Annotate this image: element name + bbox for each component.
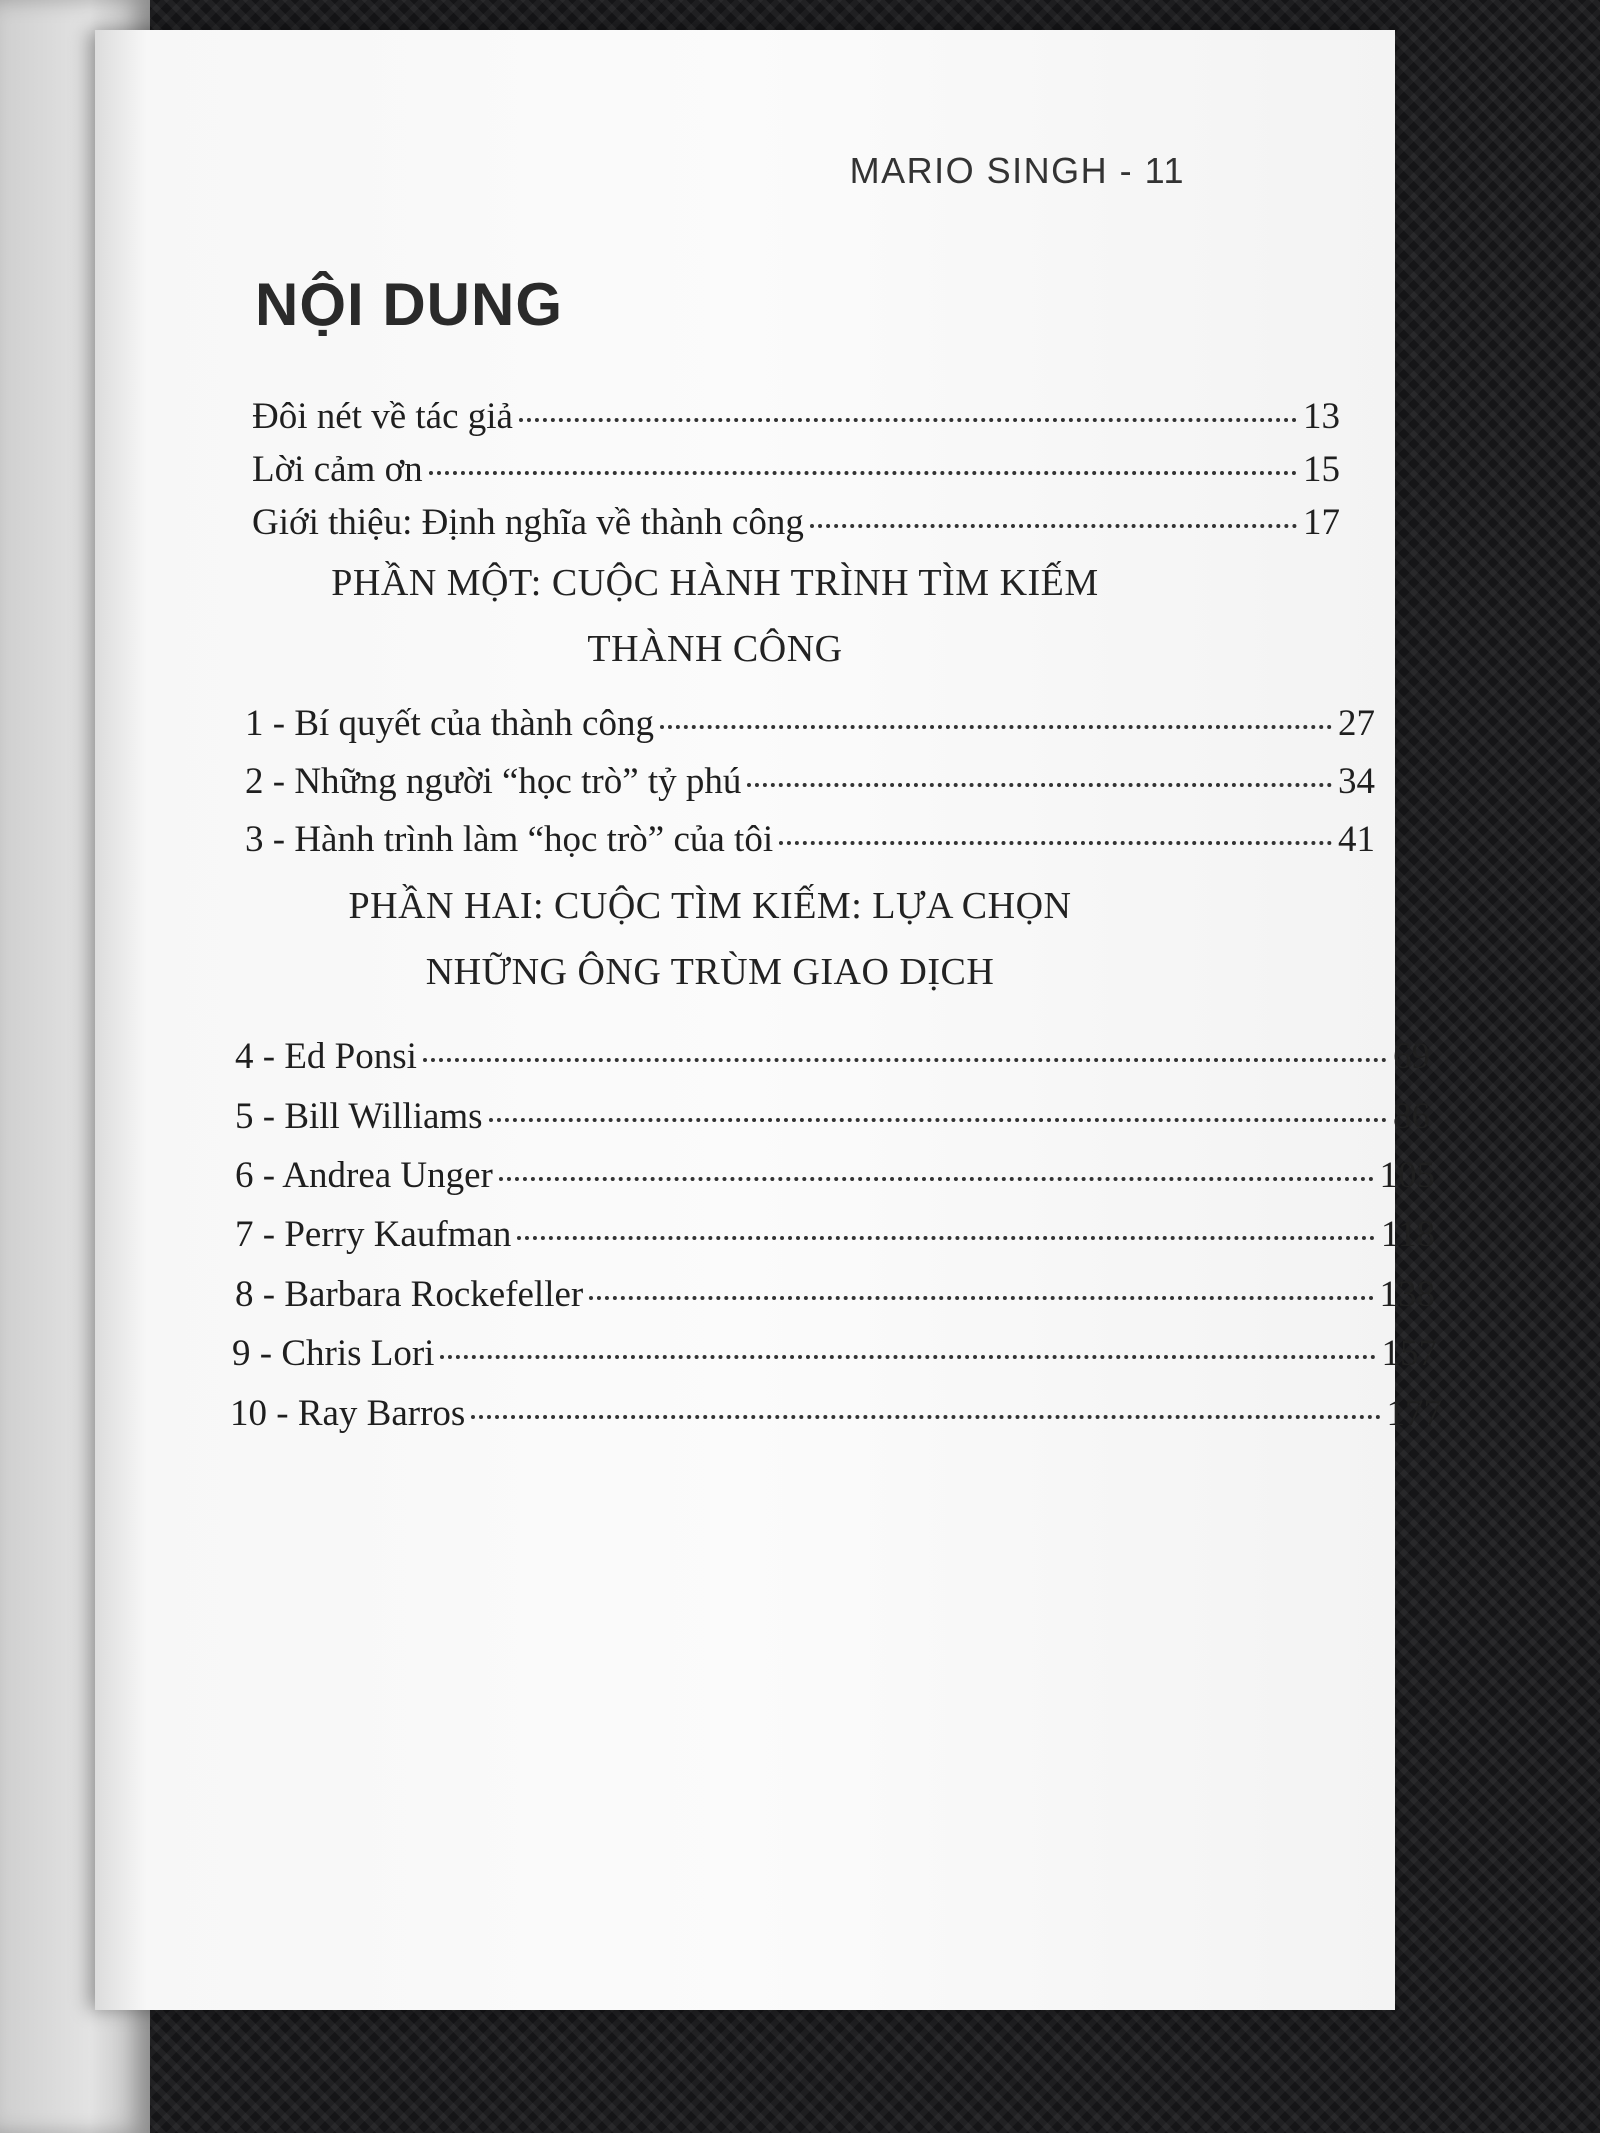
dot-leader xyxy=(471,1415,1380,1419)
toc-entry-page: 105 xyxy=(1379,1155,1435,1196)
toc-entry-page: 17 xyxy=(1303,502,1340,543)
toc-entry-label: 8 - Barbara Rockefeller xyxy=(235,1274,584,1315)
toc-entry-chapter-7 xyxy=(235,1213,1435,1256)
dot-leader xyxy=(489,1118,1387,1122)
toc-entry-page: 34 xyxy=(1338,761,1375,802)
toc-entry-acknowledgements xyxy=(252,448,1340,491)
toc-entry-page: 13 xyxy=(1303,396,1340,437)
toc-entry-chapter-2 xyxy=(245,760,1375,803)
dot-leader xyxy=(660,725,1332,729)
toc-entry-chapter-8 xyxy=(235,1273,1435,1316)
toc-entry-label: 9 - Chris Lori xyxy=(232,1333,435,1374)
dot-leader xyxy=(429,471,1297,475)
part-two-heading xyxy=(245,873,1175,1005)
dot-leader xyxy=(517,1236,1374,1240)
toc-entry-label: Lời cảm ơn xyxy=(252,449,423,490)
toc-entry-page: 27 xyxy=(1338,703,1375,744)
toc-entry-chapter-3 xyxy=(245,818,1375,861)
toc-title: NỘI DUNG xyxy=(255,271,563,338)
dot-leader xyxy=(499,1177,1374,1181)
toc-entry-label: Đôi nét về tác giả xyxy=(252,396,513,437)
dot-leader xyxy=(747,783,1332,787)
toc-entry-page: 15 xyxy=(1303,449,1340,490)
toc-entry-page: 69 xyxy=(1393,1036,1430,1077)
toc-entry-page: 157 xyxy=(1381,1333,1437,1374)
toc-entry-chapter-5 xyxy=(235,1095,1430,1138)
toc-entry-chapter-4 xyxy=(235,1035,1430,1078)
dot-leader xyxy=(810,524,1297,528)
toc-entry-label: 5 - Bill Williams xyxy=(235,1096,483,1137)
part-heading-line: THÀNH CÔNG xyxy=(587,628,843,670)
toc-entry-label: 6 - Andrea Unger xyxy=(235,1155,493,1196)
dot-leader xyxy=(519,418,1297,422)
toc-entry-chapter-9 xyxy=(232,1332,1437,1375)
toc-entry-label: 10 - Ray Barros xyxy=(230,1393,466,1434)
toc-entry-page: 138 xyxy=(1379,1274,1435,1315)
toc-entry-chapter-6 xyxy=(235,1154,1435,1197)
toc-entry-label: 4 - Ed Ponsi xyxy=(235,1036,417,1077)
part-heading-line: NHỮNG ÔNG TRÙM GIAO DỊCH xyxy=(425,951,995,993)
toc-entry-page: 41 xyxy=(1338,819,1375,860)
toc-entry-page: 177 xyxy=(1386,1393,1442,1434)
toc-entry-label: Giới thiệu: Định nghĩa về thành công xyxy=(252,502,804,543)
running-head: MARIO SINGH - 11 xyxy=(849,150,1185,191)
toc-entry-label: 3 - Hành trình làm “học trò” của tôi xyxy=(245,819,774,860)
book-page xyxy=(95,30,1442,2010)
dot-leader xyxy=(423,1058,1387,1062)
dot-leader xyxy=(440,1355,1375,1359)
toc-entry-chapter-1 xyxy=(245,702,1375,745)
part-heading-line: PHẦN HAI: CUỘC TÌM KIẾM: LỰA CHỌN xyxy=(348,885,1072,927)
toc-entry-label: 2 - Những người “học trò” tỷ phú xyxy=(245,761,742,802)
dot-leader xyxy=(589,1296,1373,1300)
toc-entry-chapter-10 xyxy=(230,1392,1442,1435)
part-heading-line: PHẦN MỘT: CUỘC HÀNH TRÌNH TÌM KIẾM xyxy=(331,562,1099,604)
toc-entry-label: 1 - Bí quyết của thành công xyxy=(245,703,654,744)
dot-leader xyxy=(779,841,1332,845)
toc-entry-label: 7 - Perry Kaufman xyxy=(235,1214,512,1255)
toc-entry-page: 118 xyxy=(1380,1214,1435,1255)
toc-entry-author xyxy=(252,395,1340,438)
part-one-heading xyxy=(250,550,1180,682)
toc-entry-introduction xyxy=(252,501,1340,544)
toc-entry-page: 86 xyxy=(1393,1096,1430,1137)
